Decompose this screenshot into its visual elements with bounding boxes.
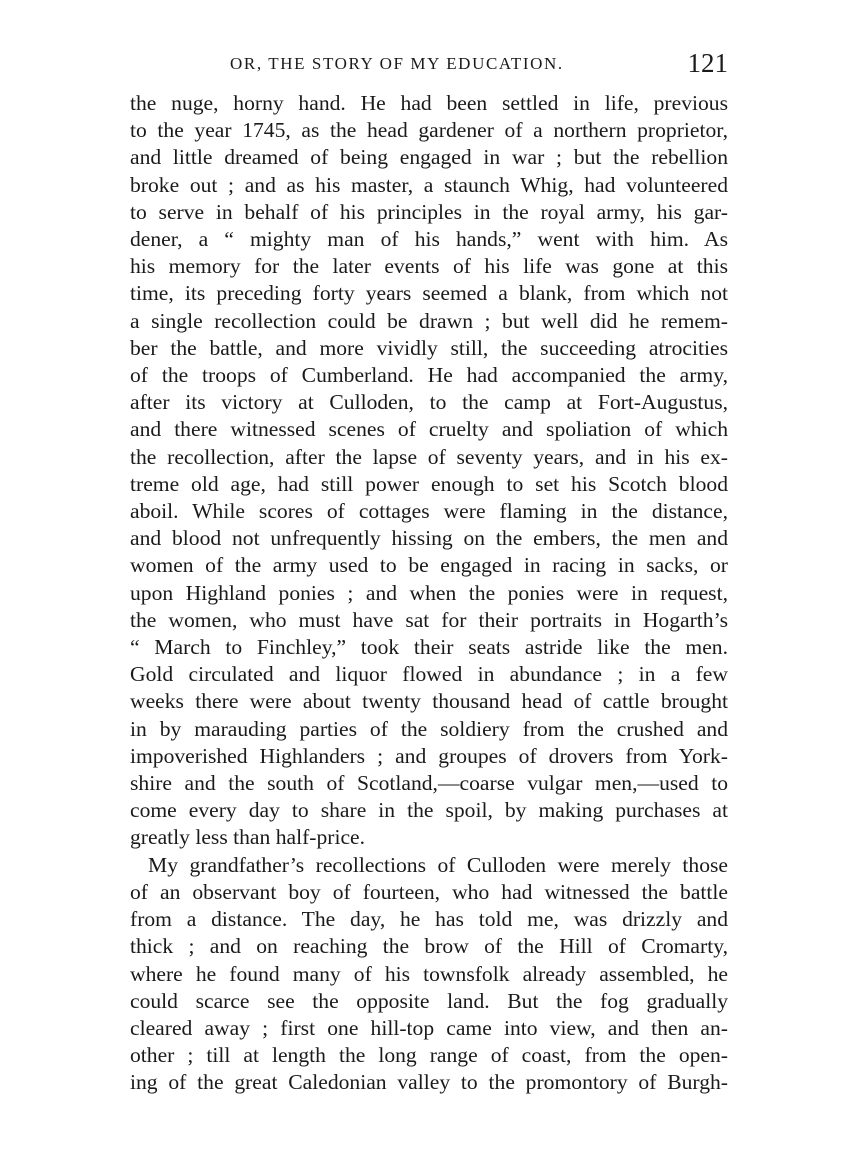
text-line: weeks there were about twenty thousand head of cattle brought (130, 689, 728, 714)
text-line: greatly less than half-price. (130, 825, 366, 850)
text-line: ber the battle, and more vividly still, the succeeding atrocities (130, 335, 728, 360)
paragraph (130, 90, 728, 852)
text-line: My grandfather’s recollections of Culloden were merely those (148, 852, 728, 877)
text-line: thick ; and on reaching the brow of the Hill of Cromarty, (130, 934, 728, 959)
text-line: cleared away ; first one hill-top came into view, and then an- (130, 1015, 728, 1040)
text-line: other ; till at length the long range of coast, from the open- (130, 1043, 728, 1068)
text-line: broke out ; and as his master, a staunch Whig, had volunteered (130, 172, 728, 197)
text-line: shire and the south of Scotland,—coarse vulgar men,—used to (130, 771, 728, 796)
text-line: the recollection, after the lapse of seventy years, and in his ex- (130, 444, 728, 469)
text-line: of an observant boy of fourteen, who had witnessed the battle (130, 879, 728, 904)
text-line: the nuge, horny hand. He had been settled in life, previous (130, 91, 728, 115)
book-page (130, 48, 728, 1097)
text-line: Gold circulated and liquor flowed in abundance ; in a few (130, 662, 728, 687)
text-line: to the year 1745, as the head gardener of a northern proprietor, (130, 118, 728, 143)
page-number: 121 (687, 48, 728, 78)
text-line: in by marauding parties of the soldiery from the crushed and (130, 716, 728, 741)
text-line: from a distance. The day, he has told me, was drizzly and (130, 907, 728, 932)
text-line: of the troops of Cumberland. He had accompanied the army, (130, 363, 728, 388)
text-line: “ March to Finchley,” took their seats astride like the men. (130, 635, 728, 660)
body-text (130, 90, 728, 1097)
text-line: where he found many of his townsfolk already assembled, he (130, 961, 728, 986)
text-line: a single recollection could be drawn ; but well did he remem- (130, 308, 728, 333)
text-line: the women, who must have sat for their portraits in Hogarth’s (130, 607, 728, 632)
text-line: come every day to share in the spoil, by making purchases at (130, 798, 728, 823)
text-line: upon Highland ponies ; and when the ponies were in request, (130, 580, 728, 605)
text-line: could scarce see the opposite land. But the fog gradually (130, 988, 728, 1013)
text-line: after its victory at Culloden, to the camp at Fort-Augustus, (130, 390, 728, 415)
text-line: and little dreamed of being engaged in war ; but the rebellion (130, 145, 728, 170)
text-line: aboil. While scores of cottages were flaming in the distance, (130, 499, 728, 524)
running-title: OR, THE STORY OF MY EDUCATION. (230, 54, 564, 73)
text-line: women of the army used to be engaged in racing in sacks, or (130, 553, 728, 578)
text-line: his memory for the later events of his life was gone at this (130, 254, 728, 279)
text-line: and blood not unfrequently hissing on the embers, the men and (130, 526, 728, 551)
text-line: impoverished Highlanders ; and groupes of drovers from York- (130, 743, 728, 768)
text-line: time, its preceding forty years seemed a blank, from which not (130, 281, 728, 306)
text-line: dener, a “ mighty man of his hands,” went with him. As (130, 227, 728, 252)
text-line: to serve in behalf of his principles in the royal army, his gar- (130, 199, 728, 224)
text-line: ing of the great Caledonian valley to the promontory of Burgh- (130, 1070, 728, 1095)
running-head (130, 48, 728, 84)
text-line: treme old age, had still power enough to set his Scotch blood (130, 471, 728, 496)
text-line: and there witnessed scenes of cruelty and spoliation of which (130, 417, 728, 442)
paragraph (130, 852, 728, 1097)
